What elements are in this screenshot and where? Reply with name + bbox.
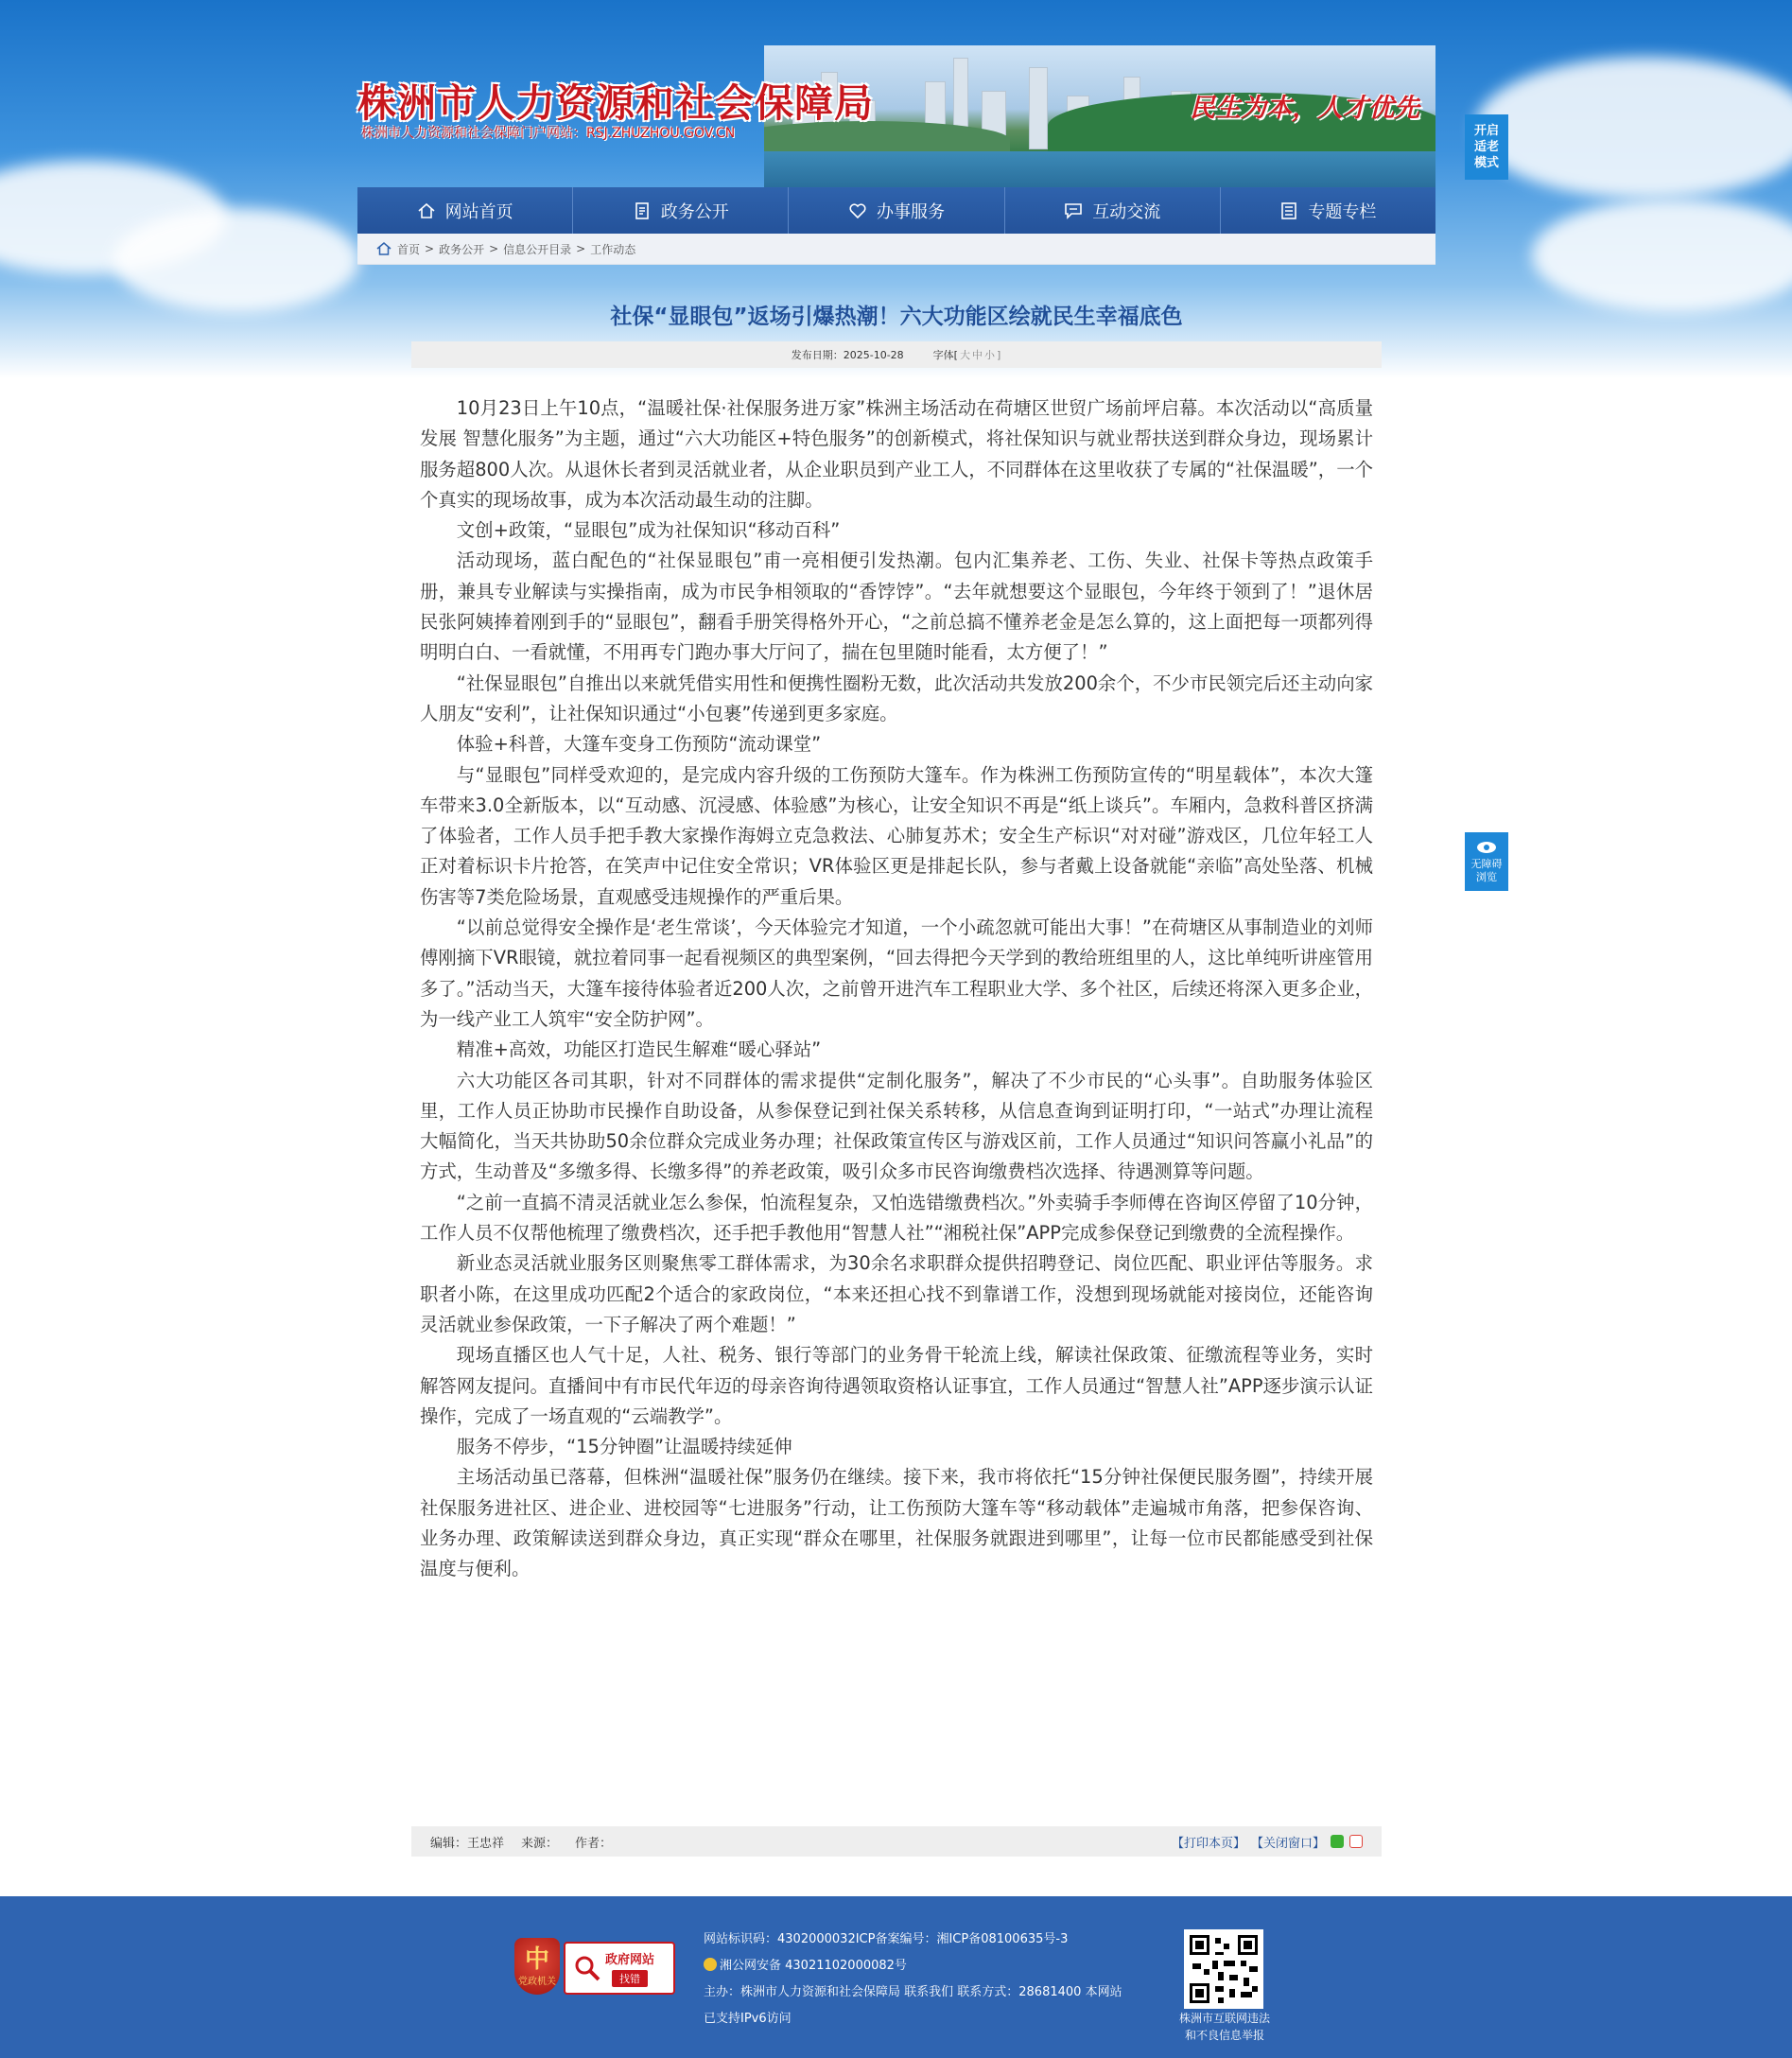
site-title: 株洲市人力资源和社会保障局 <box>357 80 874 126</box>
breadcrumb-item-news[interactable]: 工作动态 <box>590 242 636 256</box>
nav-label: 政务公开 <box>660 201 729 222</box>
nav-label: 网站首页 <box>444 201 513 222</box>
breadcrumb-item-home[interactable]: 首页 <box>397 242 421 256</box>
nav-label: 互动交流 <box>1092 201 1161 222</box>
nav-label: 办事服务 <box>877 201 945 222</box>
nav-item-topics[interactable] <box>1221 187 1435 234</box>
badge2-bottom: 找错 <box>612 1970 648 1987</box>
footer-line-police[interactable]: 湘公网安备 43021102000082号 <box>720 1959 907 1973</box>
home-icon <box>417 201 436 220</box>
home-icon <box>376 241 391 256</box>
cloud-decoration <box>113 208 359 312</box>
breadcrumb-separator: > <box>576 242 586 255</box>
qr-caption-line2: 和不良信息举报 <box>1184 2029 1264 2042</box>
site-subtitle: 株洲市人力资源和社会保障门户网站：RSJ.ZHUZHOU.GOV.CN <box>361 126 736 141</box>
publish-label: 发布日期： <box>791 349 844 361</box>
article-paragraph: “社保显眼包”自推出以来就凭借实用性和便携性圈粉无数，此次活动共发放200余个，不少市民领完后还主动向家人朋友“安利”，让社保知识通过“小包裹”传递到更多家庭。 <box>420 671 1373 724</box>
article-paragraph: 10月23日上午10点，“温暖社保·社保服务进万家”株洲主场活动在荷塘区世贸广场前坪启幕。本次活动以“高质量发展 智慧化服务”为主题，通过“六大功能区+特色服务”的创新模式，将社保知识与就业帮扶送到群众身边，现场累计服务超800人次。从退休长者到灵活就业者，从企业职员到产业工人，不同群体在这里收获了专属的“社保温暖”，一个个真实的现场故事，成为本次活动最生动的注脚。 <box>420 397 1373 511</box>
source-label: 来源： <box>521 1836 559 1851</box>
article-footer-bar <box>411 1826 1382 1857</box>
breadcrumb-separator: > <box>425 242 435 255</box>
footer-line-ipv6: 已支持IPv6访问 <box>704 2012 792 2026</box>
print-button[interactable]: 【打印本页】 <box>1171 1836 1245 1851</box>
qr-caption <box>1154 2010 1296 2044</box>
badge2-top: 政府网站 <box>605 1953 655 1967</box>
qr-code-icon <box>1187 1932 1261 2006</box>
eye-icon <box>1476 840 1497 855</box>
party-gov-badge-icon[interactable] <box>514 1938 560 1995</box>
editor-label: 编辑： <box>430 1836 468 1851</box>
article-meta <box>411 341 1382 368</box>
article-title: 社保“显眼包”返场引爆热潮！六大功能区绘就民生幸福底色 <box>610 305 1183 329</box>
article-paragraph: 六大功能区各司其职，针对不同群体的需求提供“定制化服务”，解决了不少市民的“心头事”。自助服务体验区里，工作人员正协助市民操作自助设备，从参保登记到社保关系转移，从信息查询到证明打印，“一站式”办理让流程大幅简化，当天共协助50余位群众完成业务办理；社保政策宣传区与游戏区前，工作人员通过“知识问答赢小礼品”的方式，生动普及“多缴多得、长缴多得”的养老政策，吸引众多市民咨询缴费档次选择、待遇测算等问题。 <box>420 1069 1373 1183</box>
elder-mode-button[interactable] <box>1465 114 1508 180</box>
font-size-switcher <box>932 347 1002 362</box>
nav-item-interaction[interactable] <box>1005 187 1221 234</box>
nav-item-public[interactable] <box>573 187 789 234</box>
qr-code[interactable] <box>1184 1929 1263 2009</box>
footer-line-host: 主办：株洲市人力资源和社会保障局 联系我们 联系方式：28681400 本网站 <box>704 1985 1122 1999</box>
article-paragraph: 活动现场，蓝白配色的“社保显眼包”甫一亮相便引发热潮。包内汇集养老、工伤、失业、社保卡等热点政策手册，兼具专业解读与实操指南，成为市民争相领取的“香饽饽”。“去年就想要这个显眼包，今年终于领到了！”退休居民张阿姨捧着刚到手的“显眼包”，翻看手册笑得格外开心，“之前总搞不懂养老金是怎么算的，这上面把每一项都列得明明白白、一看就懂，不用再专门跑办事大厅问了，揣在包里随时能看，太方便了！” <box>420 549 1373 664</box>
author-label: 作者： <box>575 1836 613 1851</box>
site-header <box>357 28 1435 187</box>
close-window-button[interactable]: 【关闭窗口】 <box>1250 1836 1325 1851</box>
magnifier-icon <box>573 1954 601 1982</box>
article-paragraph: 主场活动虽已落幕，但株洲“温暖社保”服务仍在继续。接下来，我市将依托“15分钟社保便民服务圈”，持续开展社保服务进社区、进企业、进校园等“七进服务”行动，让工伤预防大篷车等“移动载体”走遍城市角落，把参保咨询、业务办理、政策解读送到群众身边，真正实现“群众在哪里，社保服务就跟进到哪里”，让每一位市民都能感受到社保温度与便利。 <box>420 1466 1373 1580</box>
heart-icon <box>848 201 867 220</box>
nav-item-services[interactable] <box>789 187 1004 234</box>
chat-icon <box>1064 201 1083 220</box>
nav-label: 专题专栏 <box>1308 201 1377 222</box>
font-label: 字体[ <box>932 349 958 361</box>
article-subheading: 服务不停步，“15分钟圈”让温暖持续延伸 <box>456 1436 792 1458</box>
publish-date-value: 2025-10-28 <box>843 349 904 361</box>
article-paragraph: 与“显眼包”同样受欢迎的，是完成内容升级的工伤预防大篷车。作为株洲工伤预防宣传的“明星载体”，本次大篷车带来3.0全新版本，以“互动感、沉浸感、体验感”为核心，让安全知识不再是“纸上谈兵”。车厢内，急救科普区挤满了体验者，工作人员手把手教大家操作海姆立克急救法、心肺复苏术；安全生产标识“对对碰”游戏区，几位年轻工人正对着标识卡片抢答，在笑声中记住安全常识；VR体验区更是排起长队，参与者戴上设备就能“亲临”高处坠落、机械伤害等7类危险场景，直观感受违规操作的严重后果。 <box>420 763 1373 908</box>
elder-mode-label: 开启适老模式 <box>1473 124 1499 170</box>
breadcrumb-item-catalog[interactable]: 信息公开目录 <box>503 242 572 256</box>
footer-info <box>704 1927 1122 2032</box>
weibo-share-icon[interactable] <box>1349 1835 1363 1848</box>
site-footer <box>0 1896 1792 2058</box>
publish-date <box>792 347 904 362</box>
font-size-small[interactable]: 小 <box>983 349 995 361</box>
nav-item-home[interactable] <box>357 187 573 234</box>
editor-info <box>430 1833 504 1851</box>
slogan: 民生为本，人才优先 <box>1190 94 1419 123</box>
list-icon <box>1279 201 1298 220</box>
document-icon <box>633 201 652 220</box>
font-size-large[interactable]: 大 <box>959 349 970 361</box>
accessibility-label: 无障碍浏览 <box>1470 857 1503 883</box>
main-nav <box>357 187 1435 234</box>
font-size-medium[interactable]: 中 <box>971 349 983 361</box>
breadcrumb-item-public[interactable]: 政务公开 <box>439 242 485 256</box>
article-subheading: 精准+高效，功能区打造民生解难“暖心驿站” <box>456 1038 822 1061</box>
article-content <box>420 393 1373 1585</box>
police-badge-icon <box>704 1958 717 1971</box>
editor-value: 王忠祥 <box>467 1836 505 1851</box>
font-end: ] <box>996 349 1001 361</box>
footer-line-icp: 网站标识码：4302000032ICP备案编号：湘ICP备08100635号-3 <box>704 1932 1069 1946</box>
article-paragraph: “以前总觉得安全操作是‘老生常谈’，今天体验完才知道，一个小疏忽就可能出大事！”在荷塘区从事制造业的刘师傅刚摘下VR眼镜，就拉着同事一起看视频区的典型案例，“回去得把今天学到的教给班组里的人，这比单纯听讲座管用多了。”活动当天，大篷车接待体验者近200人次，之前曾开进汽车工程职业大学、多个社区，后续还将深入更多企业，为一线产业工人筑牢“安全防护网”。 <box>420 916 1373 1030</box>
badge-char: 中 <box>524 1945 549 1974</box>
gov-site-error-report-button[interactable] <box>564 1942 675 1995</box>
wechat-share-icon[interactable] <box>1331 1835 1344 1848</box>
accessibility-button[interactable] <box>1465 832 1508 891</box>
qr-caption-line1: 株洲市互联网违法 <box>1178 2012 1270 2025</box>
breadcrumb <box>357 234 1435 265</box>
breadcrumb-separator: > <box>489 242 499 255</box>
badge-caption: 党政机关 <box>518 1976 556 1987</box>
article-paragraph: 现场直播区也人气十足，人社、税务、银行等部门的业务骨干轮流上线，解读社保政策、征缴流程等业务，实时解答网友提问。直播间中有市民代年迈的母亲咨询待遇领取资格认证事宜，工作人员通过“智慧人社”APP逐步演示认证操作，完成了一场直观的“云端教学”。 <box>420 1344 1373 1427</box>
article-subheading: 文创+政策，“显眼包”成为社保知识“移动百科” <box>456 519 841 542</box>
article-paragraph: “之前一直搞不清灵活就业怎么参保，怕流程复杂，又怕选错缴费档次。”外卖骑手李师傅在咨询区停留了10分钟，工作人员不仅帮他梳理了缴费档次，还手把手教他用“智慧人社”“湘税社保”APP完成参保登记到缴费的全流程操作。 <box>420 1191 1373 1245</box>
article-subheading: 体验+科普，大篷车变身工伤预防“流动课堂” <box>456 733 822 756</box>
article-paragraph: 新业态灵活就业服务区则聚焦零工群体需求，为30余名求职群众提供招聘登记、岗位匹配、职业评估等服务。求职者小陈，在这里成功匹配2个适合的家政岗位，“本来还担心找不到靠谱工作，没想到现场就能对接岗位，还能咨询灵活就业参保政策，一下子解决了两个难题！” <box>420 1252 1373 1335</box>
